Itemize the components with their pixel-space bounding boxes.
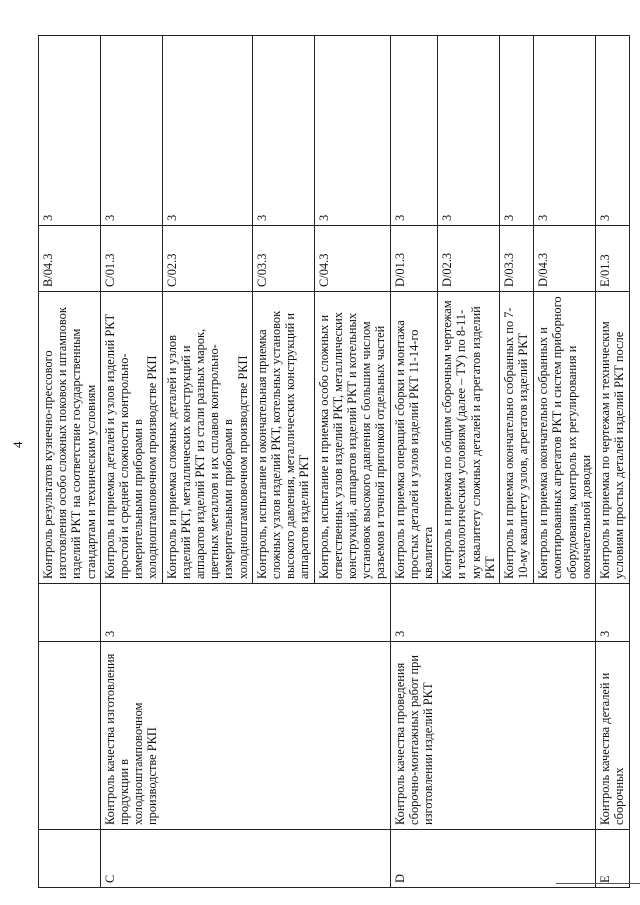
function-level-cell: 3	[162, 36, 252, 226]
page-number: 4	[10, 441, 25, 448]
function-cell: Контроль результатов кузнечно-прессового изготовления особо сложных поковок и штамповок изделий РКТ на соответствие государственным стандартам и техническим условиям	[39, 292, 101, 584]
section-level-cell: 3	[596, 584, 630, 642]
table-row	[39, 36, 101, 888]
section-code-cell: E	[596, 830, 630, 888]
function-cell: Контроль и приемка деталей и узлов изделий РКТ простой и средней сложности контрольно-измерительными приборами в холодноштамповочном производстве РКП	[100, 292, 162, 584]
section-level-cell	[39, 584, 101, 642]
section-code-cell	[39, 830, 101, 888]
rotated-page	[38, 36, 628, 888]
function-level-cell: 3	[39, 36, 101, 226]
function-code-cell: C/02.3	[162, 226, 252, 292]
function-cell: Контроль и приемка окончательно собранных и смонтированных агрегатов РКТ и систем приборного оборудования, контроль их регулирования и окончательной доводки	[534, 292, 596, 584]
section-name-cell	[39, 642, 101, 830]
table-row	[100, 36, 162, 888]
section-level-cell: 3	[100, 584, 390, 642]
function-level-cell: 3	[596, 36, 630, 226]
function-level-cell: 3	[500, 36, 534, 226]
function-cell: Контроль, испытание и окончательная приемка сложных узлов изделий РКТ, котельных установок высокого давления, металлических конструкций и аппаратов изделий РКТ	[252, 292, 314, 584]
section-level-cell: 3	[390, 584, 595, 642]
section-name-cell: Контроль качества изготовления продукции в холодноштамповочном производстве РКП	[100, 642, 390, 830]
function-code-cell: D/03.3	[500, 226, 534, 292]
function-code-cell: D/04.3	[534, 226, 596, 292]
function-cell: Контроль и приемка операций сборки и монтажа простых деталей и узлов изделий РКТ 11-14-го квалитета	[390, 292, 438, 584]
section-name-cell: Контроль качества деталей и сборочных	[596, 642, 630, 830]
function-level-cell: 3	[390, 36, 438, 226]
function-cell: Контроль и приемка по общим сборочным чертежам и технологическим условиям (далее – ТУ) по 8-11-му квалитету сложных деталей и агрегатов изделий РКТ	[438, 292, 500, 584]
function-cell: Контроль и приемка сложных деталей и узлов изделий РКТ, металлических конструкций и аппаратов изделий РКТ из стали разных марок, цветных металлов и их сплавов контрольно-измерительными приборами в холодноштамповочном производстве РКП	[162, 292, 252, 584]
table-row	[390, 36, 438, 888]
function-level-cell: 3	[534, 36, 596, 226]
function-level-cell: 3	[314, 36, 390, 226]
function-code-cell: C/04.3	[314, 226, 390, 292]
section-code-cell: C	[100, 830, 390, 888]
function-code-cell: B/04.3	[39, 226, 101, 292]
function-code-cell: C/03.3	[252, 226, 314, 292]
table-row	[596, 36, 630, 888]
section-name-cell: Контроль качества проведения сборочно-монтажных работ при изготовлении изделий РКТ	[390, 642, 595, 830]
function-cell: Контроль и приемка по чертежам и техническим условиям простых деталей изделий РКТ после	[596, 292, 630, 584]
function-code-cell: E/01.3	[596, 226, 630, 292]
function-level-cell: 3	[438, 36, 500, 226]
section-code-cell: D	[390, 830, 595, 888]
function-level-cell: 3	[252, 36, 314, 226]
function-code-cell: D/01.3	[390, 226, 438, 292]
footnote-divider	[556, 883, 640, 884]
functions-table	[38, 35, 630, 888]
function-level-cell: 3	[100, 36, 162, 226]
function-cell: Контроль и приемка окончательно собранных по 7-10-му квалитету узлов, агрегатов изделий РКТ	[500, 292, 534, 584]
function-code-cell: C/01.3	[100, 226, 162, 292]
function-code-cell: D/02.3	[438, 226, 500, 292]
function-cell: Контроль, испытание и приемка особо сложных и ответственных узлов изделий РКТ, металлических конструкций, аппаратов изделий РКТ и котельных установок высокого давления с большим числом разъемов и точной пригонкой отдельных частей	[314, 292, 390, 584]
